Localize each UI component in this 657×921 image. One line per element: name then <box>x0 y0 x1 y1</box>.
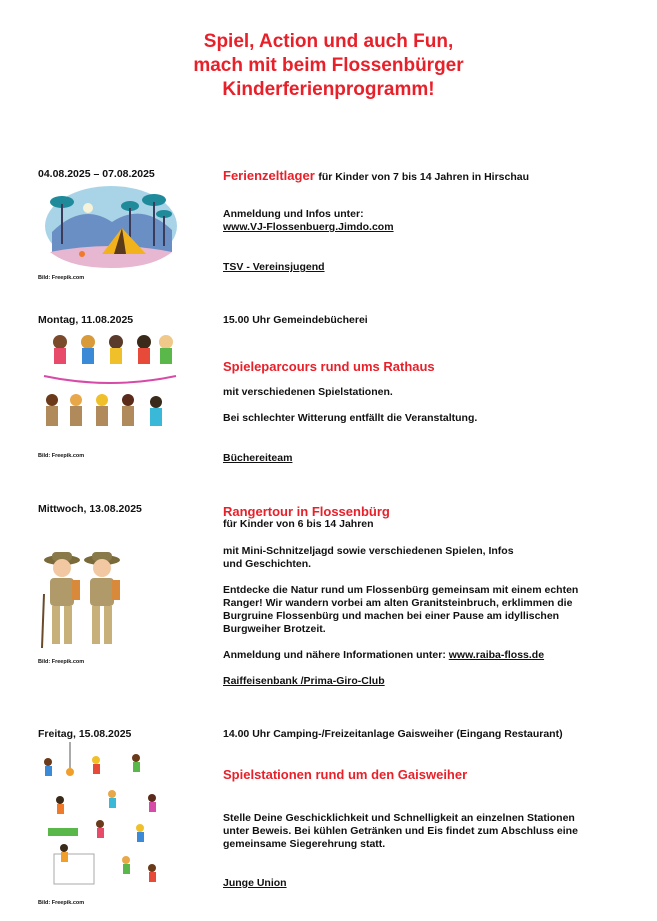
event-3-headline: Rangertour in Flossenbürg <box>223 504 390 519</box>
event-4-time-place: 14.00 Uhr Camping-/Freizeitanlage Gaisweiher (Eingang Restaurant) <box>223 728 563 740</box>
event-1-registration-link[interactable]: www.VJ-Flossenbuerg.Jimdo.com <box>223 221 394 233</box>
event-4-desc-b: unter Beweis. Bei kühlen Getränken und Eis findet zum Abschluss eine <box>223 825 578 837</box>
event-1-registration-label: Anmeldung und Infos unter: <box>223 208 364 220</box>
event-4-headline: Spielstationen rund um den Gaisweiher <box>223 767 468 782</box>
title-line-3: Kinderferienprogramm! <box>222 79 435 100</box>
event-3-desc-1b: und Geschichten. <box>223 558 312 570</box>
event-3-image-credit: Bild: Freepik.com <box>38 659 85 665</box>
event-4-date: Freitag, 15.08.2025 <box>38 728 132 740</box>
event-3-desc-2b: Ranger! Wir wandern vorbei am alten Granitsteinbruch, erklimmen die <box>223 597 573 609</box>
game-stations-illustration <box>40 742 170 894</box>
event-1-image-credit: Bild: Freepik.com <box>38 275 85 281</box>
page-title <box>0 30 657 102</box>
event-3-registration-label: Anmeldung und nähere Informationen unter: <box>223 649 446 661</box>
event-3-desc-1a: mit Mini-Schnitzeljagd sowie verschiedenen Spielen, Infos <box>223 545 514 557</box>
event-3-desc-2d: Burgweiher Brotzeit. <box>223 623 326 635</box>
camping-illustration <box>42 182 180 270</box>
event-2-line-2: Bei schlechter Witterung entfällt die Veranstaltung. <box>223 412 478 424</box>
title-line-2: mach mit beim Flossenbürger <box>193 55 464 76</box>
event-4-organizer: Junge Union <box>223 877 287 889</box>
title-line-1: Spiel, Action und auch Fun, <box>203 31 454 52</box>
event-2-date: Montag, 11.08.2025 <box>38 314 134 326</box>
event-3-organizer: Raiffeisenbank /Prima-Giro-Club <box>223 675 385 687</box>
event-1-organizer: TSV - Vereinsjugend <box>223 261 325 273</box>
event-2-line-1: mit verschiedenen Spielstationen. <box>223 386 393 398</box>
event-3-registration-row <box>223 649 623 662</box>
event-2-headline: Spieleparcours rund ums Rathaus <box>223 359 435 374</box>
event-4-desc-a: Stelle Deine Geschicklichkeit und Schnelligkeit an einzelnen Stationen <box>223 812 575 824</box>
event-3-registration-link[interactable]: www.raiba-floss.de <box>448 649 545 661</box>
event-2-image-credit: Bild: Freepik.com <box>38 453 85 459</box>
event-1-date: 04.08.2025 – 07.08.2025 <box>38 168 155 180</box>
event-2-time-place: 15.00 Uhr Gemeindebücherei <box>223 314 368 326</box>
ranger-kids-illustration <box>38 548 128 652</box>
event-3-desc-2c: Burgruine Flossenbürg und machen bei einer Pause am idyllischen <box>223 610 560 622</box>
event-4-image-credit: Bild: Freepik.com <box>38 900 85 906</box>
event-1-headline-row <box>223 168 529 183</box>
event-3-desc-2a: Entdecke die Natur rund um Flossenbürg gemeinsam mit einem echten <box>223 584 579 596</box>
event-1-headline-suffix: für Kinder von 7 bis 14 Jahren in Hirschau <box>318 171 530 183</box>
event-2-organizer: Büchereiteam <box>223 452 293 464</box>
event-4-desc-c: gemeinsame Siegerehrung statt. <box>223 838 386 850</box>
event-1-headline: Ferienzeltlager <box>223 168 315 183</box>
event-3-subline: für Kinder von 6 bis 14 Jahren <box>223 518 374 530</box>
children-games-illustration <box>40 328 180 440</box>
event-3-date: Mittwoch, 13.08.2025 <box>38 503 142 515</box>
